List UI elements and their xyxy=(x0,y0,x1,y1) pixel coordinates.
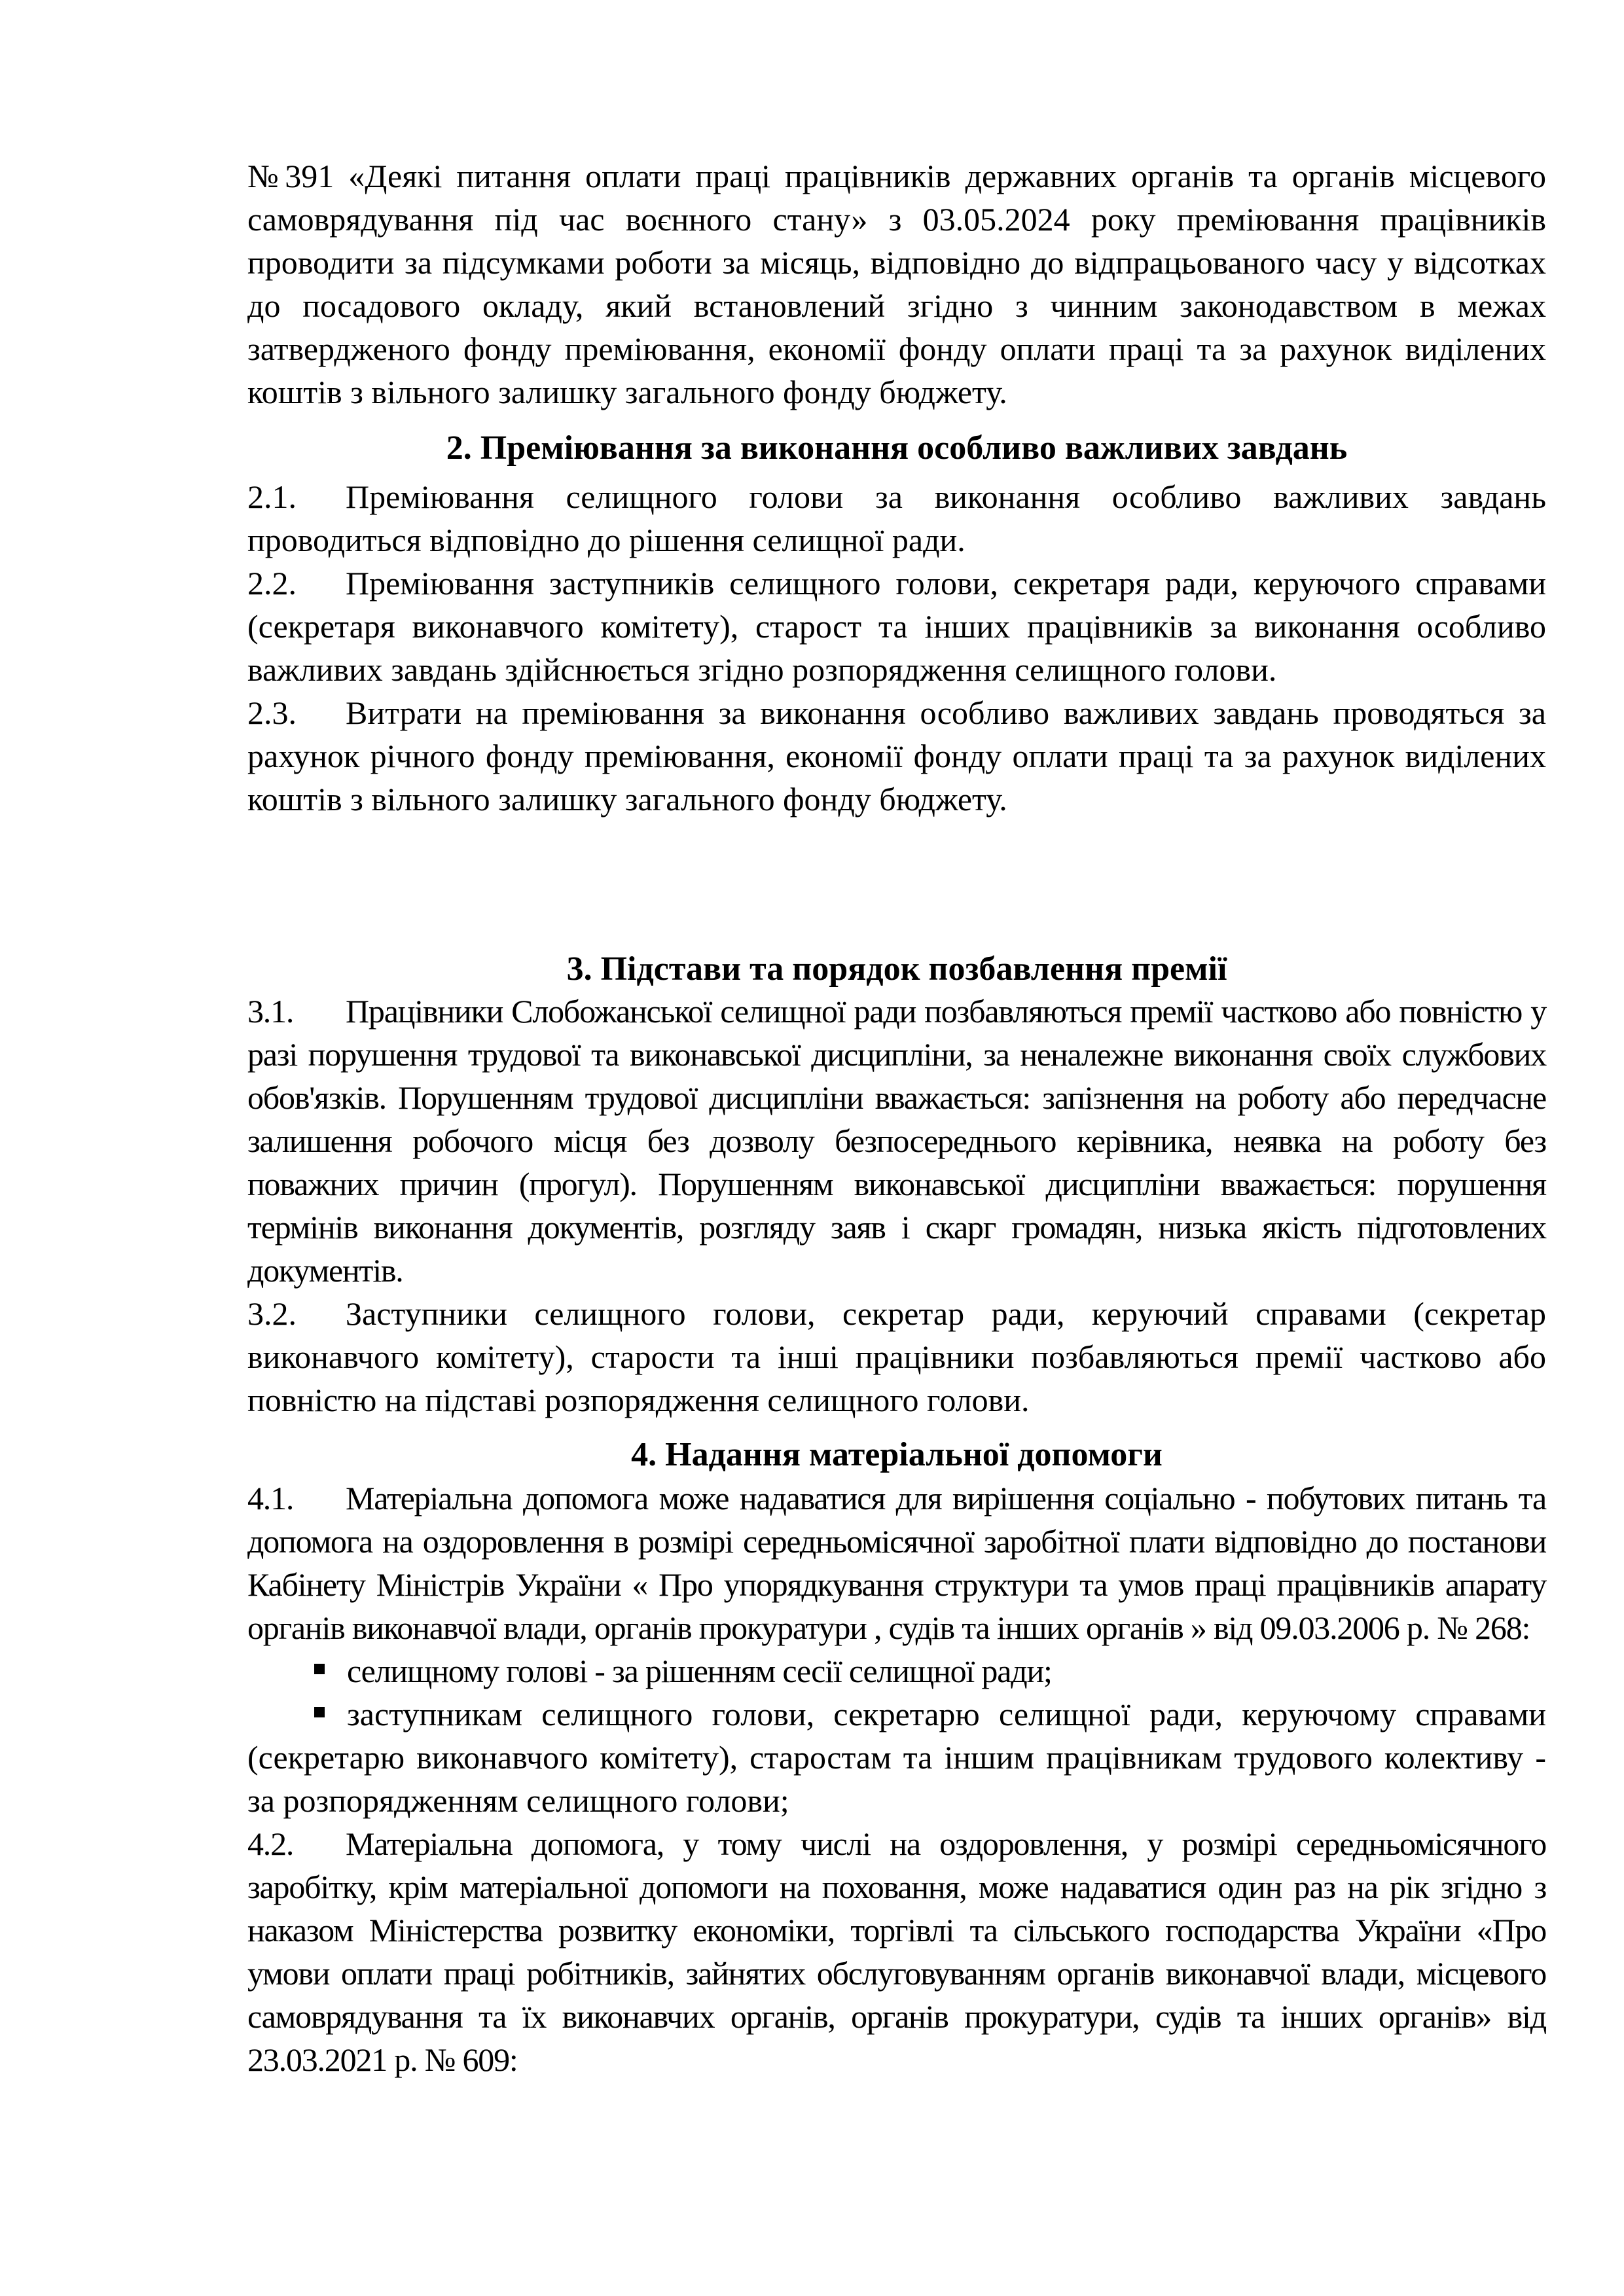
clause-text: Заступники селищного голови, секретар ради, керуючий справами (секретар виконавчого комітету), старости та інші працівники позбавляються премії частково або повністю на підставі розпорядження селищного голови. xyxy=(247,1295,1546,1418)
clause-number: 2.1. xyxy=(247,478,297,515)
section-4-heading: 4. Надання матеріальної допомоги xyxy=(631,1436,1163,1473)
clause-3-2 xyxy=(247,1292,1546,1422)
section-3-heading: 3. Підстави та порядок позбавлення премії xyxy=(566,950,1227,988)
bullet-item-2 xyxy=(247,1693,1546,1822)
square-bullet-icon xyxy=(314,1707,325,1717)
square-bullet-icon xyxy=(314,1664,325,1674)
clause-text: Матеріальна допомога, у тому числі на оздоровлення, у розмірі середньомісячного заробітку, крім матеріальної допомоги на поховання, може надаватися один раз на рік згідно з наказом Міністерства розвитку економіки, торгівлі та сільського господарства України «Про умови оплати праці робітників, зайнятих обслуговуванням органів виконавчої влади, місцевого самоврядування та їх виконавчих органів, органів прокуратури, судів та інших органів» від 23.03.2021 р. № 609: xyxy=(247,1825,1546,2078)
clause-2-1 xyxy=(247,475,1546,562)
clause-3-1 xyxy=(247,990,1546,1292)
clause-text: Витрати на преміювання за виконання особливо важливих завдань проводяться за рахунок річного фонду преміювання, економії фонду оплати праці та за рахунок виділених коштів з вільного залишку загального фонду бюджету. xyxy=(247,694,1546,817)
clause-text: Працівники Слобожанської селищної ради позбавляються премії частково або повністю у разі порушення трудової та виконавської дисципліни, за неналежне виконання своїх службових обов'язків. Порушенням трудової дисципліни вважається: запізнення на роботу або передчасне залишення робочого місця без дозволу безпосереднього керівника, неявка на роботу без поважних причин (прогул). Порушенням виконавської дисципліни вважається: порушення термінів виконання документів, розгляду заяв і скарг громадян, низька якість підготовлених документів. xyxy=(247,993,1546,1289)
bullet-text: заступникам селищного голови, секретарю селищної ради, керуючому справами (секретарю виконавчого комітету), старостам та іншим працівникам трудового колективу - за розпорядженням селищного голови; xyxy=(247,1696,1546,1819)
clause-text: Преміювання селищного голови за виконання особливо важливих завдань проводиться відповідно до рішення селищної ради. xyxy=(247,478,1546,558)
clause-number: 3.1. xyxy=(247,993,294,1030)
clause-2-3 xyxy=(247,691,1546,821)
clause-number: 2.2. xyxy=(247,565,297,601)
clause-text: Матеріальна допомога може надаватися для вирішення соціально - побутових питань та допомога на оздоровлення в розмірі середньомісячної заробітної плати відповідно до постанови Кабінету Міністрів України « Про упорядкування структури та умов праці працівників апарату органів виконавчої влади, органів прокуратури , судів та інших органів » від 09.03.2006 р. № 268: xyxy=(247,1480,1546,1646)
section-3-body xyxy=(247,990,1546,1422)
clause-2-2 xyxy=(247,562,1546,691)
clause-number: 2.3. xyxy=(247,694,297,731)
intro-block xyxy=(247,154,1546,414)
bullet-item-1 xyxy=(247,1649,1546,1693)
intro-paragraph: №391 «Деякі питання оплати праці працівників державних органів та органів місцевого самоврядування під час воєнного стану» з 03.05.2024 року преміювання працівників проводити за підсумками роботи за місяць, відповідно до відпрацьованого часу у відсотках до посадового окладу, який встановлений згідно з чинним законодавством в межах затвердженого фонду преміювання, економії фонду оплати праці та за рахунок виділених коштів з вільного залишку загального фонду бюджету. xyxy=(247,158,1546,410)
clause-number: 4.2. xyxy=(247,1825,294,1862)
clause-text: Преміювання заступників селищного голови, секретаря ради, керуючого справами (секретаря виконавчого комітету), старост та інших працівників за виконання особливо важливих завдань здійснюється згідно розпорядження селищного голови. xyxy=(247,565,1546,688)
section-4-body xyxy=(247,1477,1546,2081)
section-2-heading: 2. Преміювання за виконання особливо важливих завдань xyxy=(446,429,1348,467)
clause-number: 4.1. xyxy=(247,1480,294,1516)
clause-4-2 xyxy=(247,1822,1546,2081)
section-2-body xyxy=(247,475,1546,821)
bullet-text: селищному голові - за рішенням сесії селищної ради; xyxy=(347,1653,1052,1689)
clause-4-1 xyxy=(247,1477,1546,1649)
clause-number: 3.2. xyxy=(247,1295,297,1332)
